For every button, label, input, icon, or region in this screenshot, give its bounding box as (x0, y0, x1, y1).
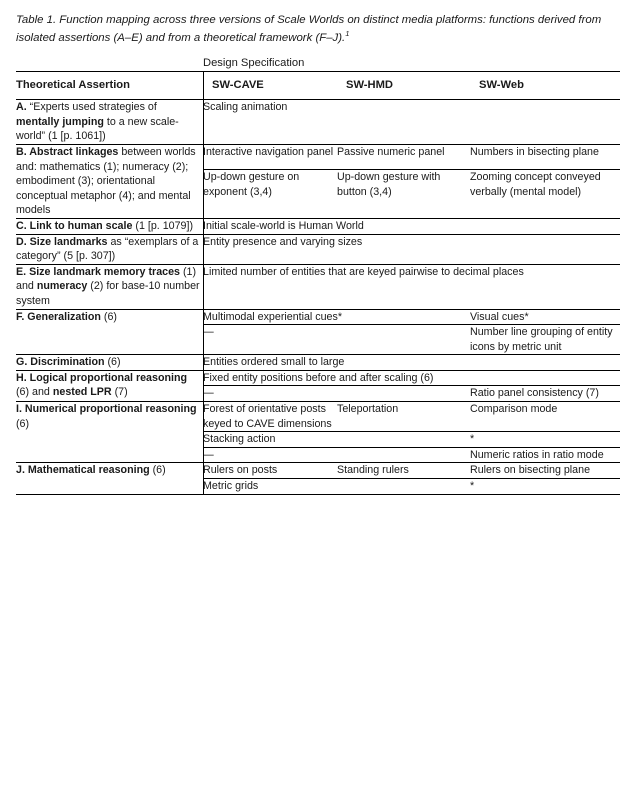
assertion-text-fragment: numeracy (36, 280, 88, 293)
table-bottom-rule (16, 494, 620, 495)
assertion-cell-f (16, 309, 203, 355)
assertion-text-fragment: D. (16, 235, 30, 248)
assertion-text-fragment: (6) (149, 464, 166, 477)
spec-cell-cave-f-2 (203, 325, 470, 355)
assertion-cell-h (16, 370, 203, 401)
assertion-cell-j (16, 463, 203, 494)
assertion-text-fragment: between worlds and: mathematics (1); numeracy (2); embodiment (3); orientational conceptual metaphor (4); and mental models (16, 145, 196, 217)
assertion-text-fragment: mentally jumping (16, 115, 104, 128)
table-row (16, 402, 620, 432)
spec-cell-web-j-1: Rulers on bisecting plane (470, 463, 620, 479)
assertion-text-fragment: A. (16, 101, 30, 114)
spec-cell-hmd-b-2: Up-down gesture with button (3,4) (337, 170, 470, 219)
table-row (16, 309, 620, 325)
assertion-text-fragment: Logical proportional reasoning (29, 371, 188, 384)
assertion-cell-i (16, 402, 203, 463)
assertion-text-fragment: G. (16, 356, 31, 369)
spec-cell-all-d-1: Entity presence and varying sizes (203, 234, 620, 264)
column-divider (203, 71, 204, 494)
spec-cell-web-f-2: Number line grouping of entity icons by metric unit (470, 325, 620, 355)
assertion-text-fragment: (6) (104, 356, 121, 369)
spec-cell-hmd-j-1: Standing rulers (337, 463, 470, 479)
assertion-text-fragment: J. (16, 464, 28, 477)
group-header-spacer (16, 56, 203, 71)
assertion-text-fragment: “Experts used strategies of (29, 101, 157, 114)
spec-cell-hmd-b-1: Passive numeric panel (337, 144, 470, 169)
table-container (16, 56, 620, 494)
assertion-text-fragment: (6) (100, 310, 117, 323)
assertion-text-fragment: Size landmark memory traces (29, 265, 180, 278)
assertion-text-fragment: (7) (111, 386, 128, 399)
spec-cell-web-i-2: * (470, 432, 620, 448)
spec-cell-cave-a-1: Scaling animation (203, 100, 620, 145)
assertion-text-fragment: Mathematical reasoning (27, 464, 150, 477)
assertion-cell-e (16, 264, 203, 309)
assertion-cell-a (16, 100, 203, 145)
spec-cell-web-j-2: * (470, 479, 620, 494)
spec-cell-cave-i-2: Stacking action (203, 432, 470, 448)
column-header-web (470, 71, 620, 100)
assertion-cell-g (16, 355, 203, 371)
table-row (16, 370, 620, 386)
assertion-text-fragment: Numerical proportional reasoning (24, 403, 197, 416)
spec-cell-web-i-3: Numeric ratios in ratio mode (470, 447, 620, 463)
assertion-cell-d (16, 234, 203, 264)
column-header-cave-label: SW-CAVE (212, 78, 264, 91)
spec-cell-web-h-2: Ratio panel consistency (7) (470, 386, 620, 402)
spec-cell-cave-i-1: Forest of orientative posts keyed to CAVE dimensions (203, 402, 337, 432)
spec-cell-all-h-1: Fixed entity positions before and after scaling (6) (203, 370, 620, 386)
column-header-row (16, 71, 620, 100)
spec-cell-cave-i-3 (203, 447, 470, 463)
table-caption-text: Table 1. Function mapping across three versions of Scale Worlds on distinct media platforms: functions derived from isolated assertions (A–E) and from a theoretical framework (F–J). (16, 14, 602, 44)
table-head (16, 56, 620, 100)
column-header-assertion (16, 71, 203, 100)
spec-cell-web-b-2: Zooming concept conveyed verbally (mental model) (470, 170, 620, 219)
assertion-text-fragment: Discrimination (30, 356, 105, 369)
spec-cell-cave-b-2: Up-down gesture on exponent (3,4) (203, 170, 337, 219)
spec-cell-web-f-1: Visual cues* (470, 309, 620, 325)
spec-cell-cave-f-1: Multimodal experiential cues* (203, 309, 470, 325)
empty-dash: — (203, 387, 214, 400)
assertion-cell-c (16, 218, 203, 234)
table-row (16, 100, 620, 145)
spec-cell-all-c-1: Initial scale-world is Human World (203, 218, 620, 234)
spec-cell-web-i-1: Comparison mode (470, 402, 620, 432)
table-body (16, 100, 620, 494)
assertion-text-fragment: (1 [p. 1079]) (132, 219, 194, 232)
assertion-text-fragment: Abstract linkages (29, 145, 119, 158)
column-header-hmd-label: SW-HMD (346, 78, 394, 91)
assertion-text-fragment: (2) for base-10 number system (16, 280, 200, 307)
assertion-text-fragment: (6) and (16, 386, 53, 399)
table-row (16, 144, 620, 169)
empty-dash: — (203, 448, 214, 461)
assertion-text-fragment: Generalization (27, 310, 101, 323)
table-row (16, 463, 620, 479)
function-mapping-table (16, 56, 620, 494)
spec-cell-all-e-1: Limited number of entities that are keyed pairwise to decimal places (203, 264, 620, 309)
table-row (16, 218, 620, 234)
assertion-text-fragment: nested LPR (52, 386, 112, 399)
table-caption-footnote-marker: 1 (345, 28, 350, 38)
assertion-text-fragment: to a new scale-world” (1 [p. 1061]) (16, 115, 179, 143)
spec-cell-all-g-1: Entities ordered small to large (203, 355, 620, 371)
assertion-text-fragment: E. (16, 265, 30, 278)
assertion-text-fragment: Size landmarks (29, 235, 108, 248)
assertion-text-fragment: (6) (16, 417, 30, 430)
assertion-text-fragment: (1) and (16, 265, 196, 293)
empty-dash: — (203, 326, 214, 339)
group-header-row (16, 56, 620, 71)
spec-cell-cave-j-2: Metric grids (203, 479, 470, 494)
table-caption (16, 12, 622, 47)
assertion-text-fragment: Link to human scale (29, 219, 133, 232)
column-header-web-label: SW-Web (479, 78, 524, 91)
spec-cell-web-b-1: Numbers in bisecting plane (470, 144, 620, 169)
table-row (16, 264, 620, 309)
table-row (16, 234, 620, 264)
spec-cell-cave-j-1: Rulers on posts (203, 463, 337, 479)
column-header-assertion-label: Theoretical Assertion (16, 78, 130, 91)
spec-cell-cave-h-2 (203, 386, 470, 402)
column-header-hmd (337, 71, 470, 100)
group-header-design-specification: Design Specification (203, 57, 305, 69)
assertion-text-fragment: H. (16, 371, 30, 384)
column-header-cave (203, 71, 337, 100)
table-row (16, 355, 620, 371)
assertion-text-fragment: I. (16, 403, 25, 416)
assertion-cell-b (16, 144, 203, 218)
assertion-text-fragment: F. (16, 310, 28, 323)
assertion-text-fragment: as “exemplars of a category” (5 [p. 307]) (16, 235, 199, 263)
assertion-text-fragment: B. (16, 145, 30, 158)
assertion-text-fragment: C. (16, 219, 30, 232)
spec-cell-hmd-i-1: Teleportation (337, 402, 470, 432)
spec-cell-cave-b-1: Interactive navigation panel (203, 144, 337, 169)
